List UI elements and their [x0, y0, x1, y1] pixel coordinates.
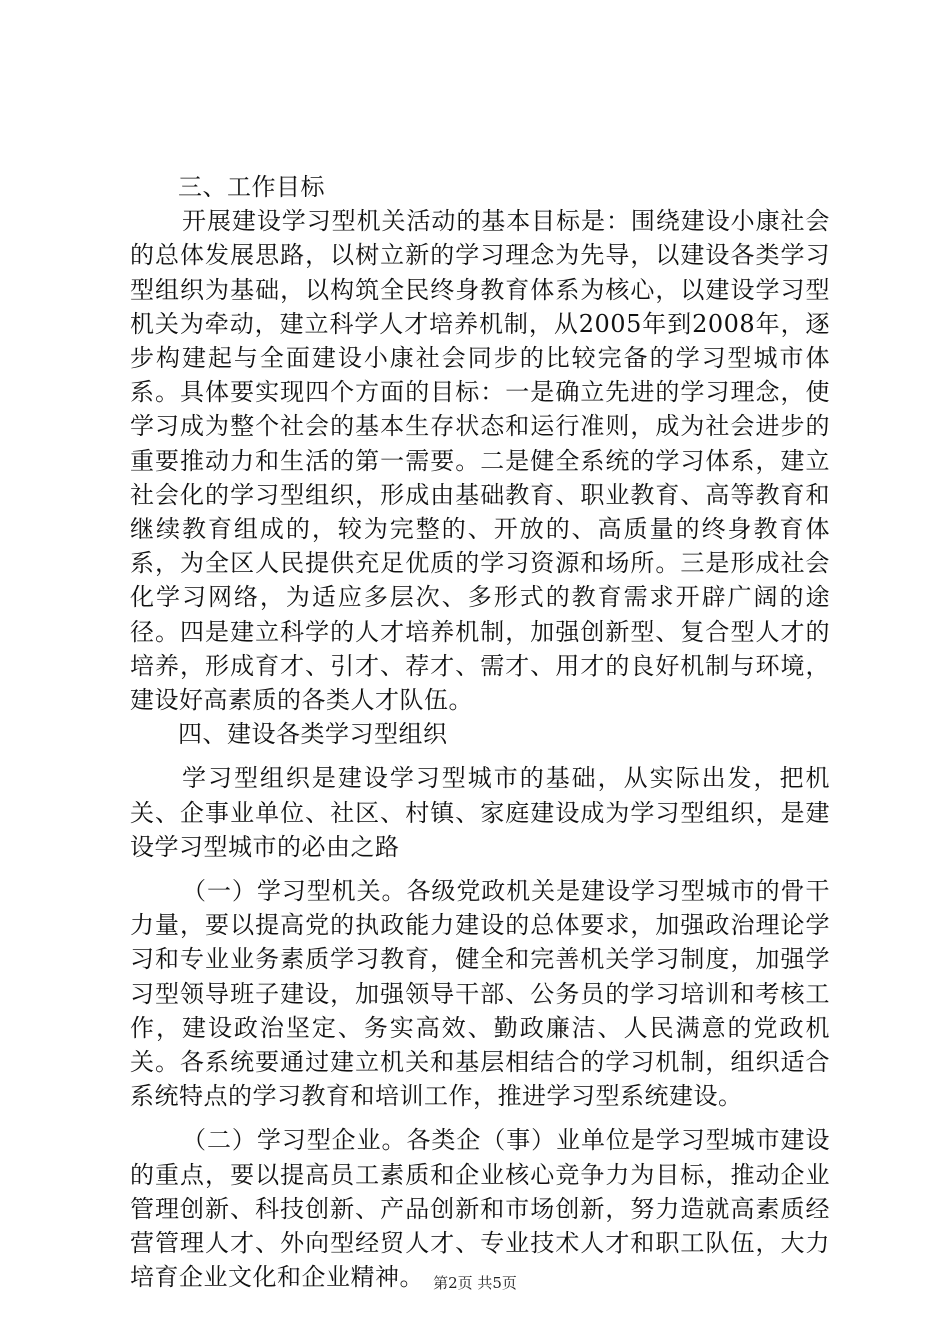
section-heading-work-goals: 三、工作目标 [178, 173, 325, 201]
paragraph-learning-enterprises: （二）学习型企业。各类企（事）业单位是学习型城市建设的重点，要以提高员工素质和企业核心竞争力为目标，推动企业管理创新、科技创新、产品创新和市场创新，努力造就高素质经营管理人才、外向型经贸人才、专业技术人才和职工队伍，大力培育企业文化和企业精神。 [130, 1126, 830, 1292]
page-number-footer: 第2页 共5页 [433, 1274, 517, 1292]
document-body [130, 170, 830, 1295]
paragraph-basic-goals: 开展建设学习型机关活动的基本目标是：围绕建设小康社会的总体发展思路，以树立新的学习理念为先导，以建设各类学习型组织为基础，以构筑全民终身教育体系为核心，以建设学习型机关为牵动，建立科学人才培养机制，从2005年到2008年，逐步构建起与全面建设小康社会同步的比较完备的学习型城市体系。具体要实现四个方面的目标：一是确立先进的学习理念，使学习成为整个社会的基本生存状态和运行准则，成为社会进步的重要推动力和生活的第一需要。二是健全系统的学习体系，建立社会化的学习型组织，形成由基础教育、职业教育、高等教育和继续教育组成的，较为完整的、开放的、高质量的终身教育体系，为全区人民提供充足优质的学习资源和场所。三是形成社会化学习网络，为适应多层次、多形式的教育需求开辟广阔的途径。四是建立科学的人才培养机制，加强创新型、复合型人才的培养，形成育才、引才、荐才、需才、用才的良好机制与环境，建设好高素质的各类人才队伍。 [130, 207, 830, 715]
paragraph-learning-agencies: （一）学习型机关。各级党政机关是建设学习型城市的骨干力量，要以提高党的执政能力建设的总体要求，加强政治理论学习和专业业务素质学习教育，健全和完善机关学习制度，加强学习型领导班子建设，加强领导干部、公务员的学习培训和考核工作，建设政治坚定、务实高效、勤政廉洁、人民满意的党政机关。各系统要通过建立机关和基层相结合的学习机制，组织适合系统特点的学习教育和培训工作，推进学习型系统建设。 [130, 877, 830, 1111]
paragraph-learning-organizations: 学习型组织是建设学习型城市的基础，从实际出发，把机关、企事业单位、社区、村镇、家庭建设成为学习型组织，是建设学习型城市的必由之路 [130, 764, 830, 861]
section-heading-learning-organizations: 四、建设各类学习型组织 [178, 720, 448, 749]
